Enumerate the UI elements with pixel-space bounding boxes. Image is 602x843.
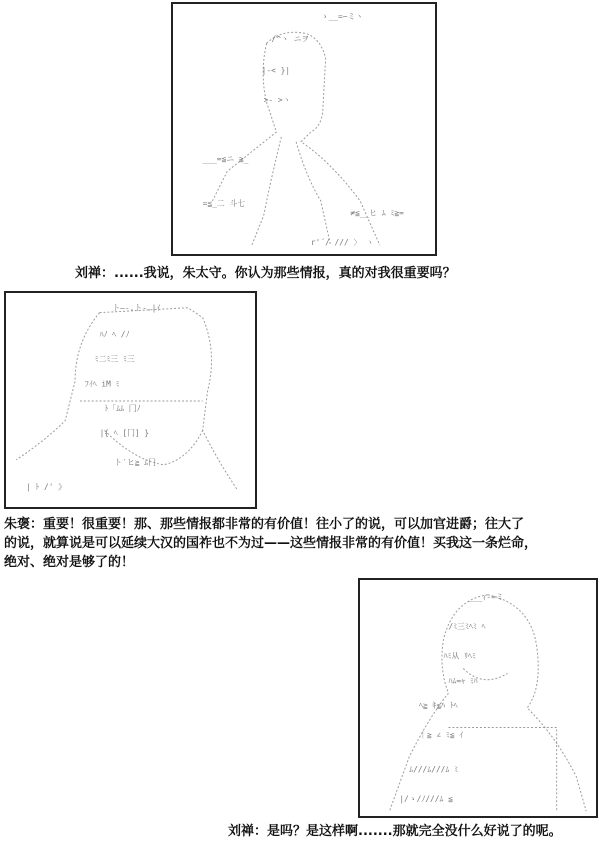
ascii-row: /ﾐ三ﾐﾍﾐ ﾍ [448,622,486,632]
ascii-art-figure-1 [173,4,435,254]
ascii-row: ﾊﾑ=ｬ ﾐﾊ [448,676,478,686]
dialogue-caption-line: 朱褒：重要！很重要！那、那些情报都非常的有价值！往小了的说，可以加官进爵；往大了 [4,517,525,532]
dialogue-caption [4,515,537,572]
ascii-row: ﾍ≧ ｷ≦ﾊ ﾄﾍ [419,700,458,710]
ascii-row: ﾐ二ﾐ三 ﾐ三 [94,354,135,364]
ascii-art-figure-2 [6,293,255,507]
ascii-row: ﾊﾉ ﾍ /ﾉ [99,330,130,340]
manga-panel-1 [171,2,437,256]
ascii-row: ﾊﾐ从 ﾘﾍﾐ [443,651,476,661]
ascii-row: r'´/ /// 〉 ヽ [310,238,374,248]
ascii-row: ゝ__=~ミヽ [320,11,364,21]
ascii-row: ﾄ「ﾑﾑ 冂ﾉ [104,403,141,413]
ascii-row: | ﾄ /' 》 [25,482,67,492]
dialogue-caption-line: 的说，就算说是可以延续大汉的国祚也不为过——这些情报非常的有价值！买我这一条烂命， [4,536,538,551]
ascii-row: ﾌｲﾍ iM ﾐ [84,379,120,389]
manga-panel-3 [358,578,598,818]
manga-panel-2 [4,291,257,509]
figure-outline [488,595,586,811]
ascii-row: |{ ﾍ [冂] } [99,428,150,438]
ascii-row: ≠≦__ヒ ﾑ ﾐ≧= [350,208,404,218]
dialogue-caption-line: 绝对、绝对是够了的！ [4,555,135,570]
ascii-row: ｜≧ ∠ ﾐ≦ ｲ [419,730,464,740]
figure-outline [449,728,557,812]
ascii-art-figure-3 [360,580,596,816]
ascii-row: |-< }| [261,65,291,75]
ascii-row: ___=≦ニ ≧_ [202,154,249,164]
ascii-row: ト′ヒ≧ ﾑ冂 [114,457,156,467]
ascii-row: |/ゝ/ﾉ///ﾑ ≦ [399,794,453,804]
ascii-row: ト―‐.ト‐.|ｲ [112,303,161,313]
ascii-row: =≦_二 斗七 [202,198,246,208]
ascii-row: ﾑ///ﾑ///ﾑ ﾐ [409,764,459,774]
ascii-row: ___ｨ-=ミ [468,592,504,602]
dialogue-caption: 刘禅：是吗？是这样啊.......那就完全没什么好说了的呢。 [228,824,562,839]
ascii-row: >- >ヽ [263,95,291,105]
dialogue-caption: 刘禅：......我说，朱太守。你认为那些情报，真的对我很重要吗？ [75,266,456,281]
figure-outline [296,142,330,245]
figure-outline [252,137,282,245]
ascii-row: /^ヽ ニヲ [271,34,310,44]
